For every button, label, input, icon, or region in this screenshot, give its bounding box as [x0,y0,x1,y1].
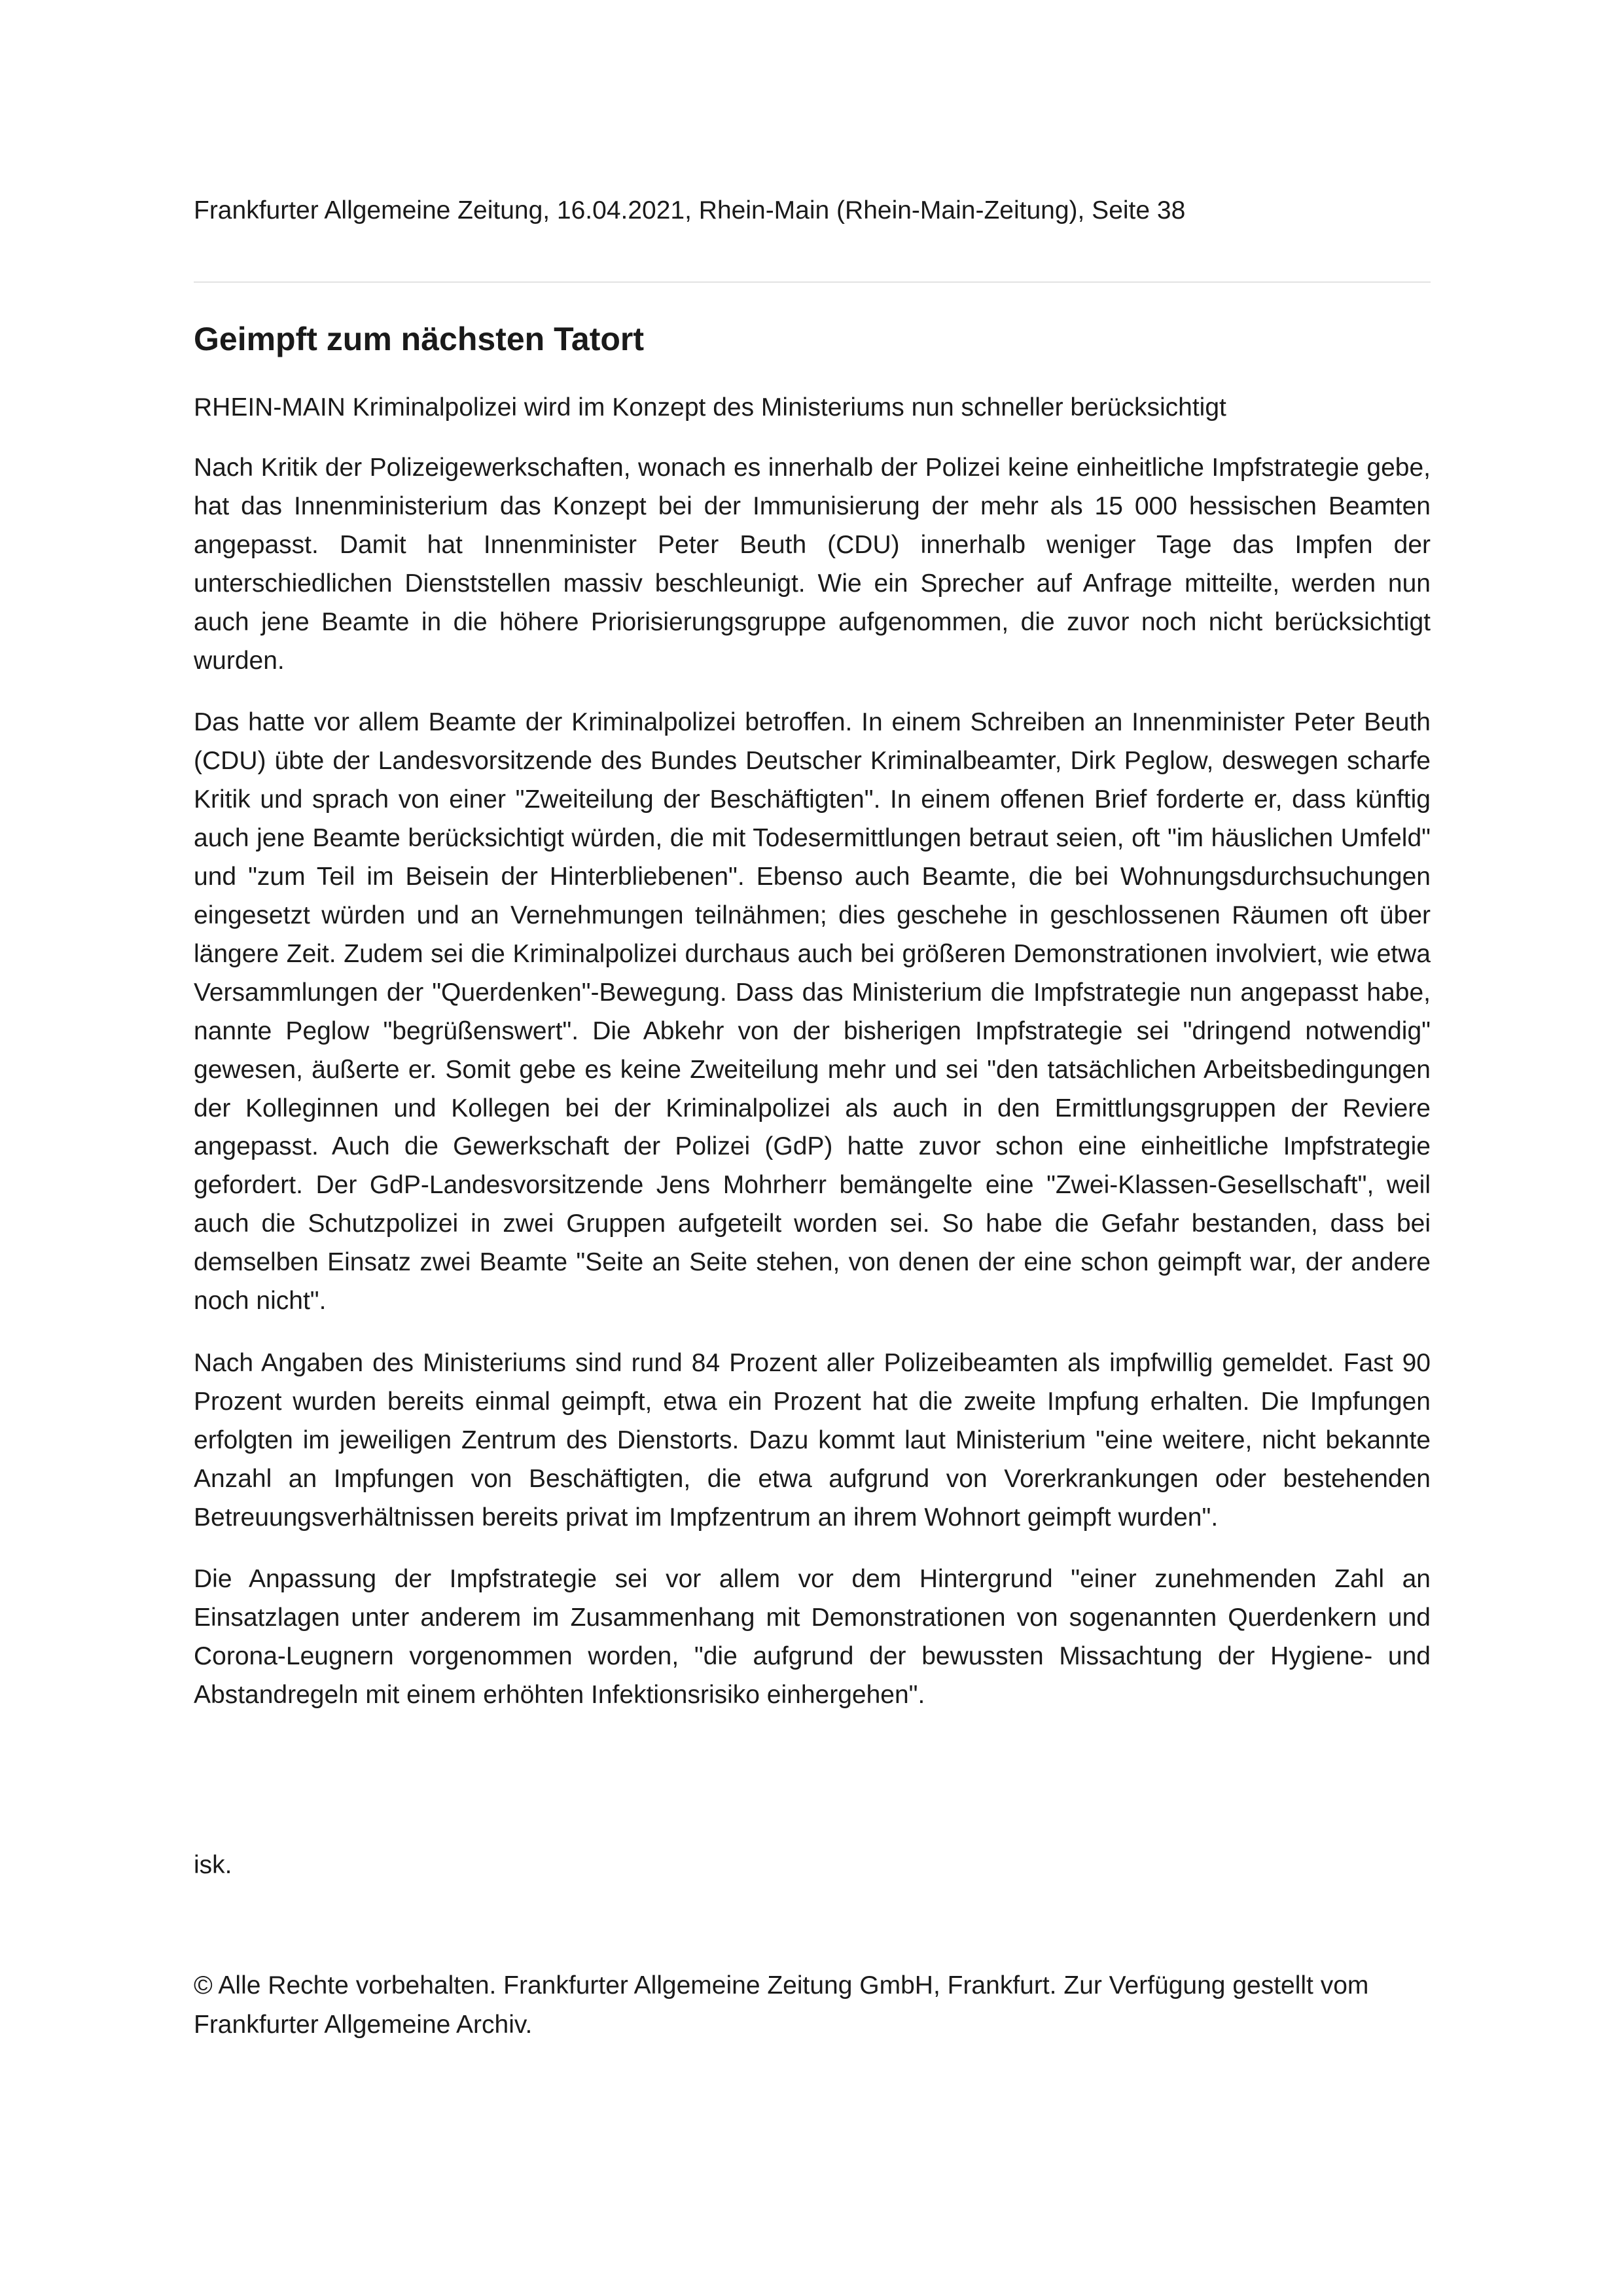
paragraph-2: Das hatte vor allem Beamte der Kriminalpolizei betroffen. In einem Schreiben an Innenminister Peter Beuth (CDU) übte der Landesvorsitzende des Bundes Deutscher Kriminalbeamter, Dirk Peglow, deswegen scharfe Kritik und sprach von einer "Zweiteilung der Beschäftigten". In einem offenen Brief forderte er, dass künftig auch jene Beamte berücksichtigt würden, die mit Todesermittlungen betraut seien, oft "im häuslichen Umfeld" und "zum Teil im Beisein der Hinterbliebenen". Ebenso auch Beamte, die bei Wohnungsdurchsuchungen eingesetzt würden und an Vernehmungen teilnähmen; dies geschehe in geschlossenen Räumen oft über längere Zeit. Zudem sei die Kriminalpolizei durchaus auch bei größeren Demonstrationen involviert, wie etwa Versammlungen der "Querdenken"-Bewegung. Dass das Ministerium die Impfstrategie nun angepasst habe, nannte Peglow "begrüßenswert". Die Abkehr von der bisherigen Impfstrategie sei "dringend notwendig" gewesen, äußerte er. Somit gebe es keine Zweiteilung mehr und sei "den tatsächlichen Arbeitsbedingungen der Kolleginnen und Kollegen bei der Kriminalpolizei als auch in den Ermittlungsgruppen der Reviere angepasst. Auch die Gewerkschaft der Polizei (GdP) hatte zuvor schon eine einheitliche Impfstrategie gefordert. Der GdP-Landesvorsitzende Jens Mohrherr bemängelte eine "Zwei-Klassen-Gesellschaft", weil auch die Schutzpolizei in zwei Gruppen aufgeteilt worden sei. So habe die Gefahr bestanden, dass bei demselben Einsatz zwei Beamte "Seite an Seite stehen, von denen der eine schon geimpft war, der andere noch nicht". [194,708,1431,1316]
copyright-notice: © Alle Rechte vorbehalten. Frankfurter Allgemeine Zeitung GmbH, Frankfurt. Zur Verfügung gestellt vom Frankfurter Allgemeine Archiv. [194,1971,1369,2039]
headline: Geimpft zum nächsten Tatort [194,321,645,357]
source-line: Frankfurter Allgemeine Zeitung, 16.04.2021, Rhein-Main (Rhein-Main-Zeitung), Seite 38 [194,196,1186,224]
paragraph-3: Nach Angaben des Ministeriums sind rund 84 Prozent aller Polizeibeamten als impfwillig gemeldet. Fast 90 Prozent wurden bereits einmal geimpft, etwa ein Prozent hat die zweite Impfung erhalten. Die Impfungen erfolgten im jeweiligen Zentrum des Dienstorts. Dazu kommt laut Ministerium "eine weitere, nicht bekannte Anzahl an Impfungen von Beschäftigten, die etwa aufgrund von Vorerkrankungen oder bestehenden Betreuungsverhältnissen bereits privat im Impfzentrum an ihrem Wohnort geimpft wurden". [194,1348,1431,1532]
divider [194,281,1431,283]
article-body [194,449,1431,1738]
paragraph-4: Die Anpassung der Impfstrategie sei vor allem vor dem Hintergrund "einer zunehmenden Zahl an Einsatzlagen unter anderem im Zusammenhang mit Demonstrationen von sogenannten Querdenkern und Corona-Leugnern vorgenommen worden, "die aufgrund der bewussten Missachtung der Hygiene- und Abstandregeln mit einem erhöhten Infektionsrisiko einhergehen". [194,1565,1431,1710]
paragraph-1: Nach Kritik der Polizeigewerkschaften, wonach es innerhalb der Polizei keine einheitliche Impfstrategie gebe, hat das Innenministerium das Konzept bei der Immunisierung der mehr als 15 000 hessischen Beamten angepasst. Damit hat Innenminister Peter Beuth (CDU) innerhalb weniger Tage das Impfen der unterschiedlichen Dienststellen massiv beschleunigt. Wie ein Sprecher auf Anfrage mitteilte, werden nun auch jene Beamte in die höhere Priorisierungsgruppe aufgenommen, die zuvor noch nicht berücksichtigt wurden. [194,454,1431,675]
author-signature: isk. [194,1851,232,1879]
subheadline: RHEIN-MAIN Kriminalpolizei wird im Konzept des Ministeriums nun schneller berücksichtigt [194,393,1226,422]
